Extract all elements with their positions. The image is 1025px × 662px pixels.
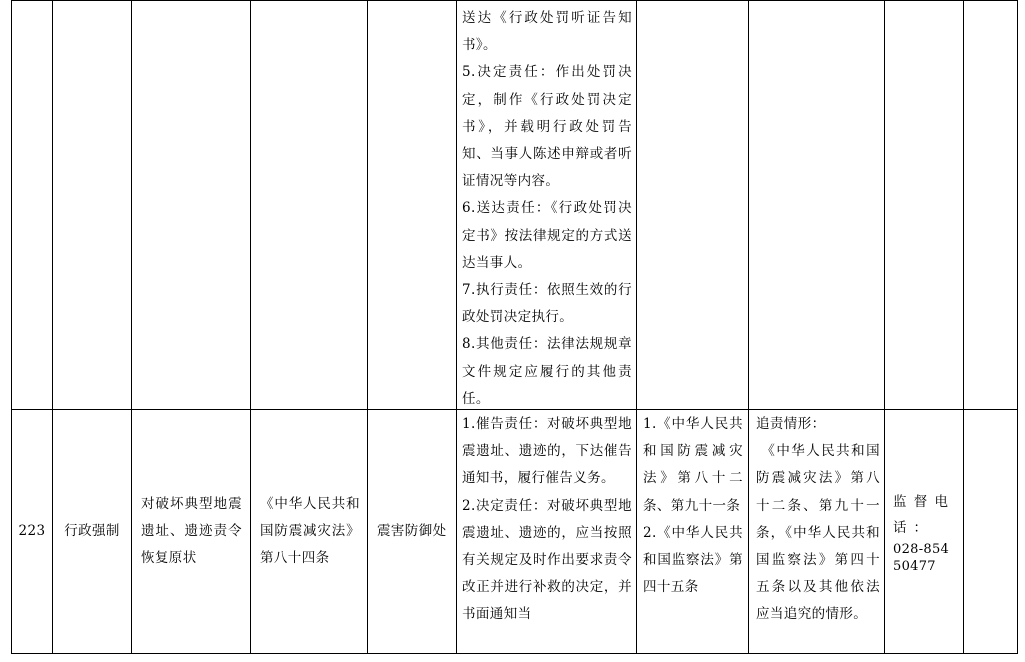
responsibility-line-delivery: 6.送达责任：《行政处罚决定书》按法律规定的方式送达当事人。 [462, 200, 632, 271]
remark-cell [964, 410, 1017, 653]
responsibility-line-notice: 送达《行政处罚听证告知书》。 [462, 10, 632, 54]
department-cell [368, 410, 456, 653]
responsibility-line-decision: 5.决定责任：作出处罚决定，制作《行政处罚决定书》，并载明行政处罚告知、当事人陈述申辩或者听证情况等内容。 [462, 64, 632, 190]
col-border-10 [1017, 0, 1018, 654]
category-text: 行政强制 [64, 522, 120, 539]
department-text: 震害防御处 [377, 522, 447, 539]
supervision-cell [885, 410, 963, 653]
row-number: 223 [18, 522, 46, 539]
accountability-text: 《中华人民共和国防震减灾法》第八十二条、第九十一条，《中华人民共和国监察法》第四十五条以及其他依法应当追究的情形。 [756, 443, 880, 623]
accountability-cell [756, 411, 880, 653]
responsibility-line-decide: 2.决定责任：对破坏典型地震遗址、遗迹的，应当按照有关规定及时作出要求责令改正并进行补救的决定，并书面通知当 [462, 497, 632, 623]
resp-basis-line-1: 1.《中华人民共和国防震减灾法》第八十二条、第九十一条 [643, 416, 743, 514]
responsibility-line-urge: 1.催告责任：对破坏典型地震遗址、遗迹的，下达催告通知书，履行催告义务。 [462, 416, 632, 487]
responsibility-basis-cell [643, 411, 743, 653]
category-cell [53, 410, 131, 653]
supervision-phone: 028-85450477 [893, 541, 950, 574]
responsibility-line-execution: 7.执行责任：依照生效的行政处罚决定执行。 [462, 282, 632, 326]
responsibility-line-other: 8.其他责任：法律法规规章文件规定应履行的其他责任。 [462, 336, 632, 407]
col-border-5 [456, 0, 457, 654]
resp-basis-line-2: 2.《中华人民共和国监察法》第四十五条 [643, 524, 743, 596]
basis-cell [251, 410, 367, 653]
table-top-border [11, 0, 1018, 1]
item-name-text: 对破坏典型地震遗址、遗迹责令恢复原状 [141, 495, 242, 567]
supervision-block [893, 489, 955, 575]
col-border-7 [748, 0, 749, 654]
col-border-6 [636, 0, 637, 654]
row-number-cell [12, 410, 52, 653]
basis-text: 《中华人民共和国防震减灾法》第八十四条 [260, 495, 360, 567]
item-name-cell [132, 410, 250, 653]
supervision-label: 监督电话： [893, 493, 955, 536]
accountability-label: 追责情形： [756, 416, 826, 432]
responsibility-cell [462, 411, 632, 653]
continued-responsibility-cell [462, 5, 632, 407]
table-bottom-border [11, 653, 1018, 654]
